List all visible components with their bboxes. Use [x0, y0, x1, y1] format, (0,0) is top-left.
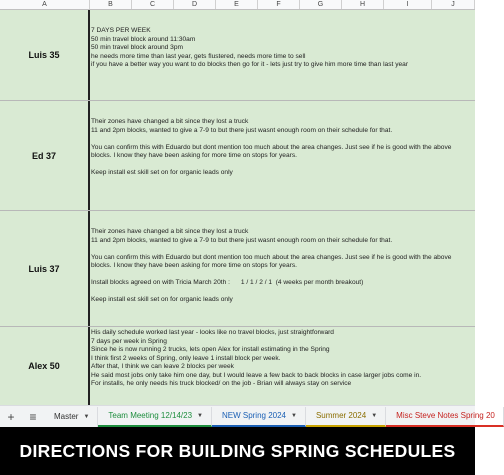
sheet-tab-bar — [0, 405, 495, 427]
tab-summer-2024[interactable] — [306, 407, 386, 427]
tab-master[interactable] — [44, 407, 98, 427]
table-row — [0, 101, 475, 211]
caret-down-icon: ▼ — [371, 412, 378, 419]
note-cell[interactable]: Their zones have changed a bit since they lost a truck 11 and 2pm blocks, wanted to give a 7-9 to but there just wasnt enough room on their schedule for that. You can confirm this with Eduardo but dont mention too much about the area changes. Just see if he is good with the above blocks. I know they have been asking for more time on stops for years. Install blocks agreed on with Tricia March 20th : 1 / 1 / 2 / 1 (4 weeks per month breakout) Keep install est skill set on for organic leads only — [90, 211, 475, 326]
tab-misc-steve-notes[interactable] — [386, 407, 504, 427]
tab-label: Misc Steve Notes Spring 20 — [396, 411, 495, 420]
tab-team-meeting[interactable] — [98, 407, 212, 427]
note-cell[interactable]: Their zones have changed a bit since they lost a truck 11 and 2pm blocks, wanted to give a 7-9 to but there just wasnt enough room on their schedule for that. You can confirm this with Eduardo but dont mention too much about the area changes. Just see if he is good with the above blocks. I know they have been asking for more time on stops for years. Keep install est skill set on for organic leads only — [90, 101, 475, 210]
tab-label: Team Meeting 12/14/23 — [108, 411, 193, 420]
tab-label: NEW Spring 2024 — [221, 411, 286, 420]
name-cell[interactable]: Alex 50 — [0, 327, 90, 405]
caption-banner — [0, 427, 475, 475]
column-header-g[interactable]: G — [300, 0, 342, 9]
column-header-bar — [0, 0, 475, 10]
table-row — [0, 10, 475, 101]
table-row — [0, 327, 475, 405]
caret-down-icon: ▼ — [197, 412, 203, 419]
caret-down-icon: ▼ — [83, 413, 90, 420]
name-cell[interactable]: Ed 37 — [0, 101, 90, 210]
column-header-a[interactable]: A — [0, 0, 90, 9]
name-cell[interactable]: Luis 35 — [0, 10, 90, 100]
tab-label: Master — [54, 412, 79, 421]
add-sheet-button[interactable]: + — [7, 409, 15, 424]
column-header-f[interactable]: F — [258, 0, 300, 9]
spreadsheet-grid — [0, 10, 475, 405]
column-header-b[interactable]: B — [90, 0, 132, 9]
column-header-c[interactable]: C — [132, 0, 174, 9]
column-header-h[interactable]: H — [342, 0, 384, 9]
name-cell[interactable]: Luis 37 — [0, 211, 90, 326]
note-cell[interactable]: His daily schedule worked last year - looks like no travel blocks, just straightforward 7 days per week in Spring Since he is now running 2 trucks, lets open Alex for install estimating in the Spring I think first 2 weeks of Spring, only leave 1 install block per week. After that, I think we can leave 2 blocks per week He said most jobs only take him one day, but I would leave a few back to back blocks in case larger jobs come in. For installs, he only needs his truck blocked/ on the job - Brian will always stay on service — [90, 327, 475, 405]
tab-new-spring-2024[interactable] — [212, 407, 306, 427]
column-header-i[interactable]: I — [384, 0, 432, 9]
column-header-d[interactable]: D — [174, 0, 216, 9]
banner-title: DIRECTIONS FOR BUILDING SPRING SCHEDULES — [19, 440, 456, 461]
caret-down-icon: ▼ — [291, 412, 297, 419]
note-cell[interactable]: 7 DAYS PER WEEK 50 min travel block around 11:30am 50 min travel block around 3pm he needs more time than last year, gets flustered, needs more time to sell if you have a better way you want to do blocks then go for it - lets just try to give him more time than last year — [90, 10, 475, 100]
column-header-j[interactable]: J — [432, 0, 475, 9]
all-sheets-button[interactable]: ≡ — [29, 409, 37, 424]
table-row — [0, 211, 475, 327]
column-header-e[interactable]: E — [216, 0, 258, 9]
tab-label: Summer 2024 — [315, 411, 367, 420]
